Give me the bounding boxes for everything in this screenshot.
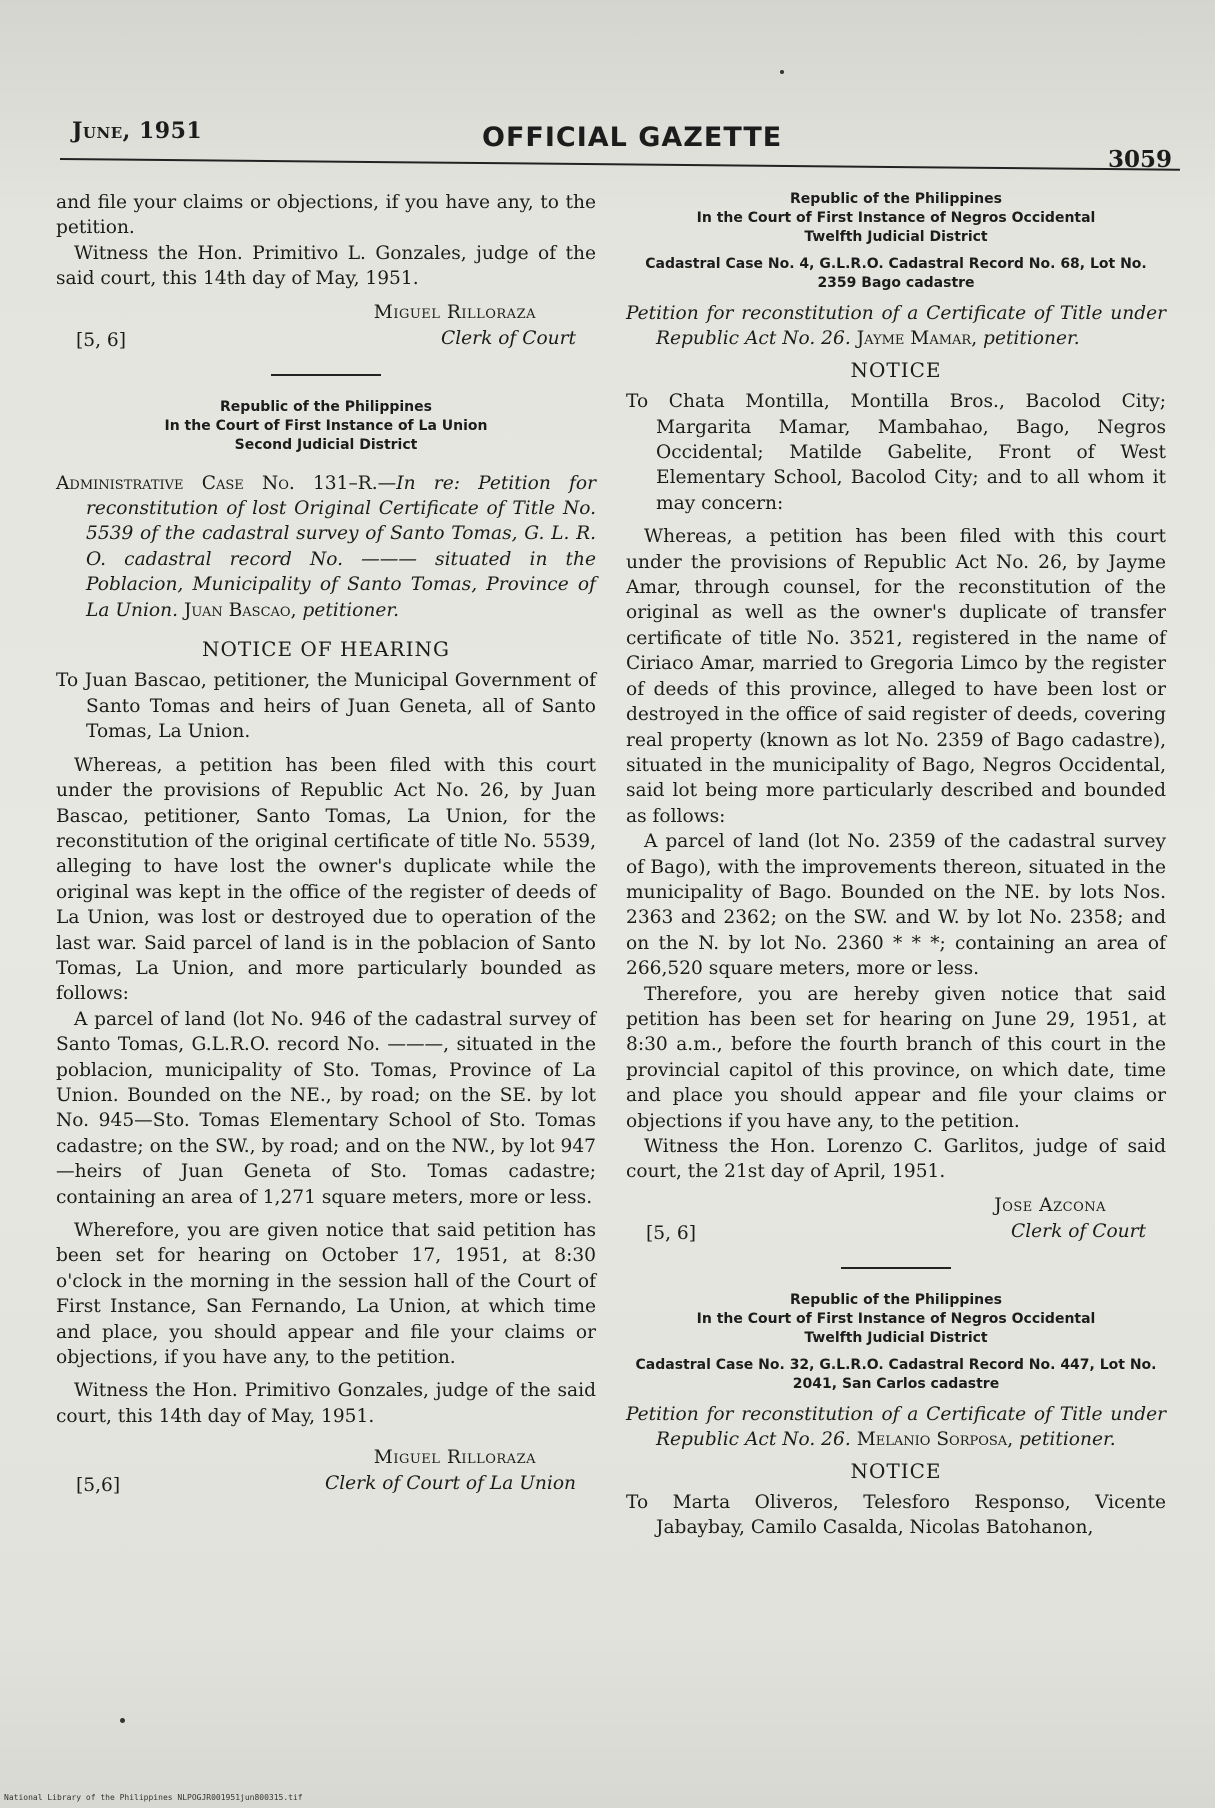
clerk-title: Clerk of Court of La Union bbox=[325, 1473, 576, 1495]
publication-ref: [5,6] bbox=[76, 1475, 121, 1497]
whereas-paragraph: Whereas, a petition has been filed with this court under the provisions of Republic Act No. 26, by Jayme Amar, through counsel, for the reconstitution of the original as well as the owner's duplicate of transfer certificate of title No. 3521, registered in the name of Ciriaco Amar, married to Gregoria Limco by the register of deeds of this province, alleged to have been lost or destroyed in the office of said register of deeds, covering real property (known as lot No. 2359 of Bago cadastre), situated in the municipality of Bago, Negros Occidental, said lot being more particularly described and bounded as follows: bbox=[626, 526, 1166, 827]
left-column bbox=[56, 190, 596, 1501]
clerk-title: Clerk of Court bbox=[441, 327, 576, 349]
clerk-title: Clerk of Court bbox=[1011, 1220, 1146, 1242]
publication-title: OFFICIAL GAZETTE bbox=[482, 122, 783, 153]
signature-block bbox=[56, 1445, 596, 1501]
case-caption: Petition for reconstitution of a Certificate of Title under Republic Act No. 26. Jayme Mamar, petitioner. bbox=[626, 303, 1166, 350]
witness-paragraph: Witness the Hon. Primitivo Gonzales, judge of the said court, this 14th day of May, 1951. bbox=[56, 1380, 596, 1427]
notice-heading: NOTICE bbox=[850, 1458, 942, 1483]
witness-paragraph: Witness the Hon. Lorenzo C. Garlitos, judge of said court, the 21st day of April, 1951. bbox=[626, 1136, 1166, 1183]
scan-speck bbox=[780, 70, 784, 74]
land-description: A parcel of land (lot No. 2359 of the cadastral survey of Bago), with the improvements thereon, situated in the municipality of Bago. Bounded on the NE. by lots Nos. 2363 and 2362; on the SW. and W. by lot No. 2358; and on the N. by lot No. 2360 * * *; containing an area of 266,520 square meters, more or less. bbox=[626, 831, 1166, 980]
continued-witness: Witness the Hon. Primitivo L. Gonzales, judge of the said court, this 14th day of May, 1951. bbox=[56, 242, 596, 290]
addressees: To Marta Oliveros, Telesforo Responso, Vicente Jabaybay, Camilo Casalda, Nicolas Batohanon, bbox=[626, 1492, 1166, 1539]
court-heading: Republic of the Philippines In the Court of First Instance of La Union Second Judicial District bbox=[164, 398, 488, 453]
court-heading: Republic of the Philippines In the Court of First Instance of Negros Occidental Twelfth Judicial District bbox=[696, 1291, 1096, 1346]
case-caption: Administrative Case No. 131–R.—In re: Petition for reconstitution of lost Original Certificate of Title No. 5539 of the cadastral survey of Santo Tomas, G. L. R. O. cadastral record No. ——— situated in the Poblacion, Municipality of Santo Tomas, Province of La Union. Juan Bascao, petitioner. bbox=[56, 472, 597, 621]
case-number: Cadastral Case No. 4, G.L.R.O. Cadastral Record No. 68, Lot No. 2359 Bago cadastre bbox=[645, 256, 1147, 291]
court-heading: Republic of the Philippines In the Court of First Instance of Negros Occidental Twelfth Judicial District bbox=[696, 191, 1096, 245]
continued-text: and file your claims or objections, if you have any, to the petition. bbox=[56, 192, 596, 239]
whereas-paragraph: Whereas, a petition has been filed with this court under the provisions of Republic Act No. 26, by Juan Bascao, petitioner, Santo Tomas, La Union, for the reconstitution of the original certificate of title No. 5539, alleging to have lost the owner's duplicate while the original was kept in the office of the register of deeds of La Union, was lost or destroyed due to operation of the last war. Said parcel of land is in the poblacion of Santo Tomas, La Union, and more particularly bounded as follows: bbox=[56, 754, 596, 1005]
issue-date: June, 1951 bbox=[72, 118, 203, 144]
clerk-name: Jose Azcona bbox=[994, 1194, 1106, 1216]
section-divider bbox=[271, 374, 381, 376]
page-number: 3059 bbox=[1107, 146, 1172, 173]
signature-block bbox=[56, 300, 596, 356]
clerk-name: Miguel Rilloraza bbox=[373, 1447, 536, 1469]
clerk-name: Miguel Rilloraza bbox=[373, 301, 536, 323]
addressees: To Chata Montilla, Montilla Bros., Bacolod City; Margarita Mamar, Mambahao, Bago, Negros Occidental; Matilde Gabelite, Front of West Elementary School, Bacolod City; and to all whom it may concern: bbox=[626, 391, 1166, 514]
hearing-paragraph: Therefore, you are hereby given notice that said petition has been set for hearing on June 29, 1951, at 8:30 a.m., before the fourth branch of this court in the provincial capitol of this province, on which date, time and place you should appear and file your claims or objections if you have any, to the petition. bbox=[626, 983, 1166, 1132]
scan-source-note: National Library of the Philippines NLPOGJR001951jun800315.tif bbox=[4, 1793, 303, 1802]
case-caption: Petition for reconstitution of a Certificate of Title under Republic Act No. 26. Melanio Sorposa, petitioner. bbox=[626, 1403, 1166, 1451]
section-divider bbox=[841, 1267, 951, 1269]
right-column bbox=[626, 190, 1166, 1541]
publication-ref: [5, 6] bbox=[646, 1222, 696, 1244]
notice-heading: NOTICE bbox=[850, 357, 942, 382]
signature-block bbox=[626, 1193, 1166, 1249]
land-description: A parcel of land (lot No. 946 of the cadastral survey of Santo Tomas, G.L.R.O. record No. ———, situated in the poblacion, municipality of Sto. Tomas, Province of La Union. Bounded on the NE., by road; on the SE. by lot No. 945—Sto. Tomas Elementary School of Sto. Tomas cadastre; on the SW., by road; and on the NW., by lot 947—heirs of Juan Geneta of Sto. Tomas cadastre; containing an area of 1,271 square meters, more or less. bbox=[56, 1008, 596, 1208]
notice-heading: NOTICE OF HEARING bbox=[202, 637, 450, 662]
scan-speck bbox=[120, 1718, 125, 1723]
case-number: Cadastral Case No. 32, G.L.R.O. Cadastral Record No. 447, Lot No. 2041, San Carlos cadastre bbox=[635, 1356, 1157, 1392]
hearing-paragraph: Wherefore, you are given notice that said petition has been set for hearing on October 17, 1951, at 8:30 o'clock in the morning in the session hall of the Court of First Instance, San Fernando, La Union, at which time and place, you should appear and file your claims or objections, if you have any, to the petition. bbox=[56, 1220, 596, 1369]
publication-ref: [5, 6] bbox=[76, 329, 126, 351]
addressees: To Juan Bascao, petitioner, the Municipal Government of Santo Tomas and heirs of Juan Geneta, all of Santo Tomas, La Union. bbox=[56, 670, 596, 743]
